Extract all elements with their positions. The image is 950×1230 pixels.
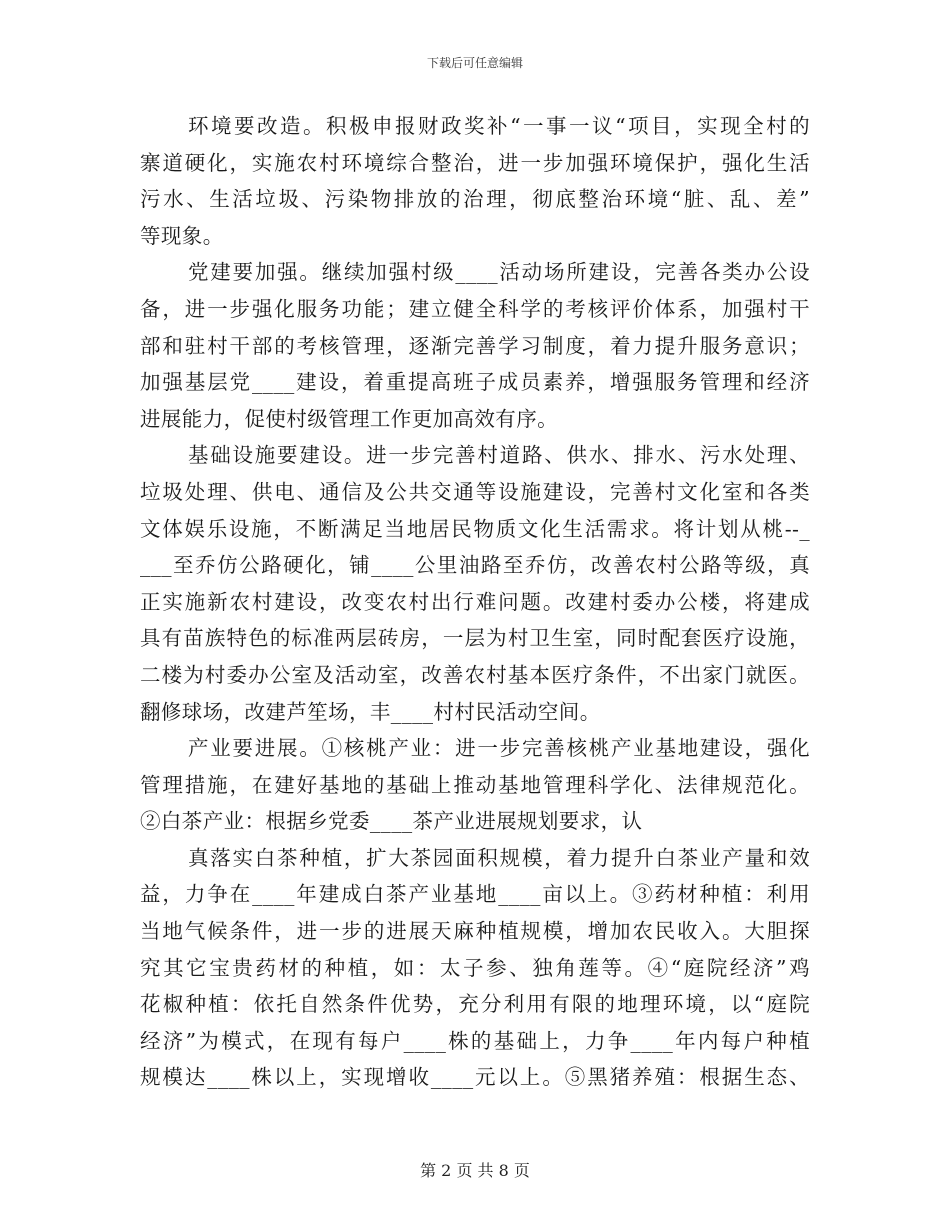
- text-line: ___至乔仿公路硬化，铺____公里油路至乔仿，改善农村公路等级，真: [140, 553, 810, 578]
- text-line: 真落实白茶种植，扩大茶园面积规模，着力提升白茶业产量和效: [188, 845, 810, 870]
- text-line: 基础设施要建设。进一步完善村道路、供水、排水、污水处理、: [188, 443, 810, 468]
- text-line: 正实施新农村建设，改变农村出行难问题。改建村委办公楼，将建成: [140, 589, 810, 614]
- text-line: 文体娱乐设施，不断满足当地居民物质文化生活需求。将计划从桃--_: [140, 516, 810, 541]
- text-line: 垃圾处理、供电、通信及公共交通等设施建设，完善村文化室和各类: [140, 479, 810, 504]
- text-line: 加强基层党____建设，着重提高班子成员素养，增强服务管理和经济: [140, 370, 810, 395]
- text-line: ②白茶产业：根据乡党委____茶产业进展规划要求，认: [140, 809, 643, 834]
- text-line: 究其它宝贵药材的种植，如：太子参、独角莲等。④“庭院经济”鸡: [140, 955, 810, 980]
- text-line: 益，力争在____年建成白茶产业基地____亩以上。③药材种植：利用: [140, 882, 810, 907]
- text-line: 经济”为模式，在现有每户____株的基础上，力争____年内每户种植: [140, 1028, 810, 1053]
- text-line: 党建要加强。继续加强村级____活动场所建设，完善各类办公设: [188, 260, 810, 285]
- text-line: 具有苗族特色的标准两层砖房，一层为村卫生室，同时配套医疗设施，: [140, 626, 810, 651]
- text-line: 环境要改造。积极申报财政奖补“一事一议“项目，实现全村的: [188, 114, 810, 138]
- text-line: 备，进一步强化服务功能；建立健全科学的考核评价体系，加强村干: [140, 296, 810, 321]
- document-body: [140, 108, 810, 1096]
- text-line: 污水、生活垃圾、污染物排放的治理，彻底整治环境“脏、乱、差”: [140, 187, 810, 212]
- text-line: 规模达____株以上，实现增收____元以上。⑤黑猪养殖：根据生态、: [140, 1065, 810, 1090]
- text-line: 产业要进展。①核桃产业：进一步完善核桃产业基地建设，强化: [188, 736, 810, 761]
- text-line: 管理措施，在建好基地的基础上推动基地管理科学化、法律规范化。: [140, 772, 810, 797]
- text-line: 部和驻村干部的考核管理，逐渐完善学习制度，着力提升服务意识；: [140, 333, 810, 358]
- page-header-note: 下载后可任意编辑: [426, 56, 523, 70]
- text-line: 当地气候条件，进一步的进展天麻种植规模，增加农民收入。大胆探: [140, 919, 810, 944]
- text-line: 等现象。: [140, 223, 224, 248]
- page-number: 第 2 页 共 8 页: [420, 1161, 530, 1180]
- text-line: 翻修球场，改建芦笙场，丰____村村民活动空间。: [140, 699, 601, 724]
- text-line: 花椒种植：依托自然条件优势，充分利用有限的地理环境，以“庭院: [140, 992, 810, 1017]
- text-line: 进展能力，促使村级管理工作更加高效有序。: [140, 406, 558, 431]
- text-line: 二楼为村委办公室及活动室，改善农村基本医疗条件，不出家门就医。: [140, 662, 810, 687]
- text-line: 寨道硬化，实施农村环境综合整治，进一步加强环境保护，强化生活: [140, 150, 810, 175]
